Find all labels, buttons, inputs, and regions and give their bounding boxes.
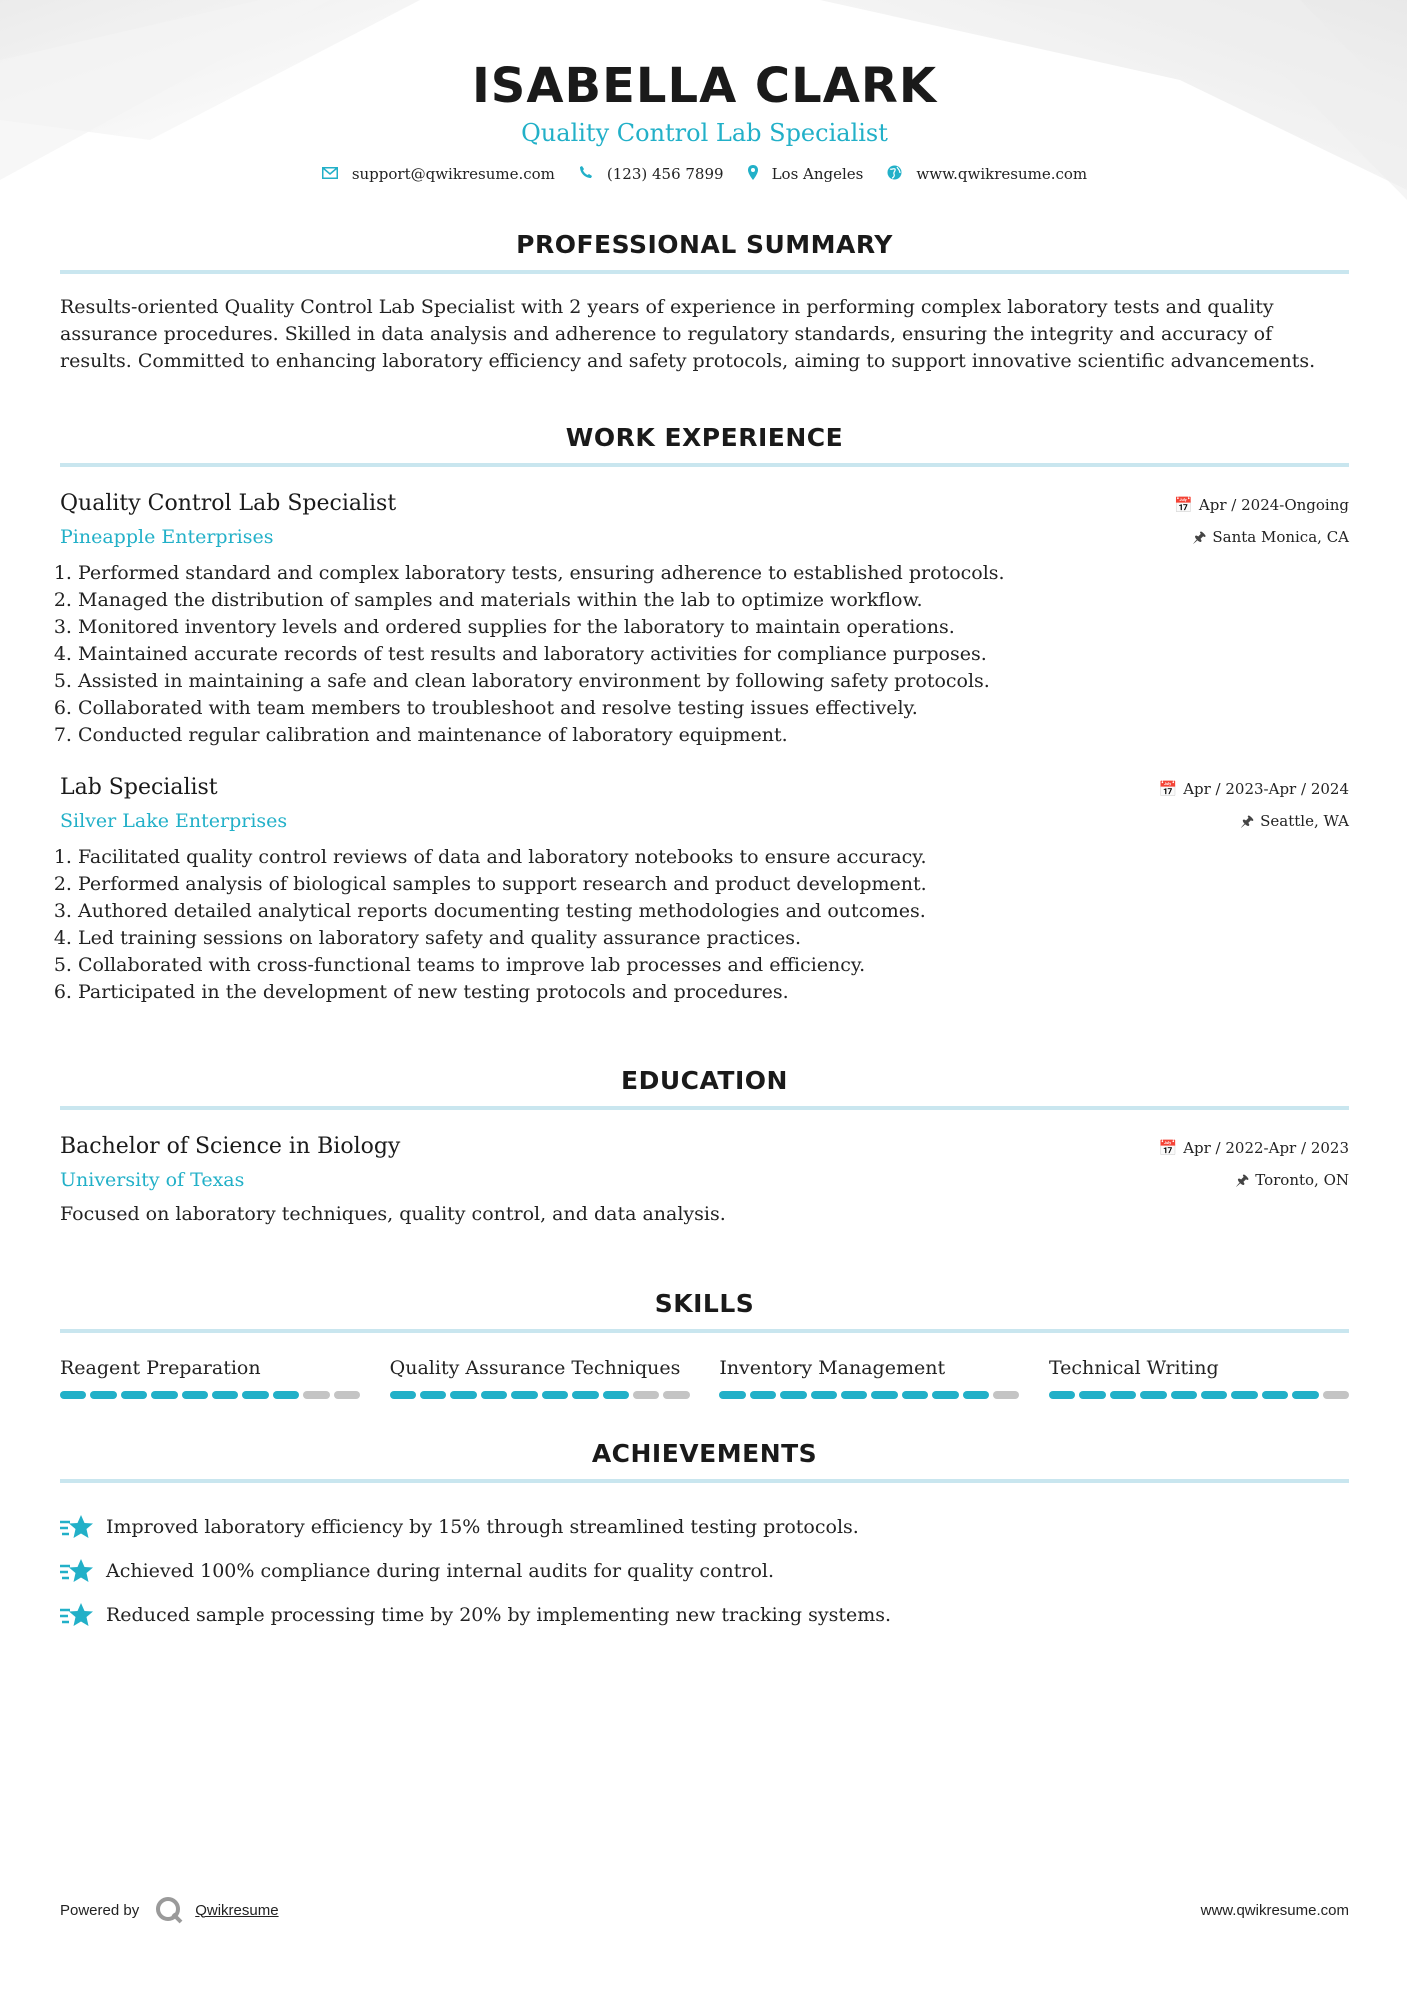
skill-segment-filled bbox=[871, 1391, 897, 1399]
skill-segment-filled bbox=[1171, 1391, 1197, 1399]
skills-section bbox=[60, 1289, 1349, 1399]
star-icon bbox=[60, 1512, 94, 1542]
list-item: 6. Collaborated with team members to troubleshoot and resolve testing issues effectively. bbox=[78, 695, 1349, 722]
summary-section bbox=[60, 230, 1349, 375]
star-icon bbox=[60, 1600, 94, 1630]
skill-segment-filled bbox=[242, 1391, 268, 1399]
contact-bar bbox=[60, 165, 1349, 184]
skill-segment-filled bbox=[1231, 1391, 1257, 1399]
skill-segment-empty bbox=[993, 1391, 1019, 1399]
skill-level-bar bbox=[1049, 1391, 1349, 1399]
skill-segment-empty bbox=[1323, 1391, 1349, 1399]
skill-item bbox=[719, 1357, 1019, 1399]
achievement-item bbox=[60, 1549, 1349, 1593]
phone-icon bbox=[579, 165, 593, 183]
skill-segment-filled bbox=[1079, 1391, 1105, 1399]
school: University of Texas bbox=[60, 1168, 245, 1191]
list-item: 5. Assisted in maintaining a safe and clean laboratory environment by following safety protocols. bbox=[78, 668, 1349, 695]
section-divider bbox=[60, 1329, 1349, 1333]
skill-segment-filled bbox=[1049, 1391, 1075, 1399]
phone-text: (123) 456 7899 bbox=[606, 165, 724, 184]
skill-segment-filled bbox=[1110, 1391, 1136, 1399]
skill-segment-empty bbox=[334, 1391, 360, 1399]
education-meta bbox=[1159, 1138, 1350, 1190]
skills-heading: SKILLS bbox=[654, 1288, 755, 1318]
job-location bbox=[1174, 527, 1349, 547]
skill-segment-filled bbox=[603, 1391, 629, 1399]
list-item: 2. Managed the distribution of samples and materials within the lab to optimize workflow. bbox=[78, 587, 1349, 614]
skills-list bbox=[60, 1357, 1349, 1399]
experience-section bbox=[60, 423, 1349, 1006]
pushpin-icon: 🖈 bbox=[1235, 1170, 1250, 1189]
education-dates-text: Apr / 2022-Apr / 2023 bbox=[1183, 1138, 1349, 1157]
skill-segment-filled bbox=[542, 1391, 568, 1399]
skill-segment-filled bbox=[780, 1391, 806, 1399]
footer-website-link[interactable]: www.qwikresume.com bbox=[1200, 1901, 1349, 1919]
envelope-icon bbox=[322, 165, 338, 183]
star-icon bbox=[60, 1556, 94, 1586]
degree: Bachelor of Science in Biology bbox=[60, 1133, 401, 1159]
page-footer bbox=[60, 1896, 1349, 1924]
calendar-icon: 📅 bbox=[1158, 779, 1178, 798]
email-text: support@qwikresume.com bbox=[351, 165, 555, 184]
section-divider bbox=[60, 1479, 1349, 1483]
contact-website[interactable] bbox=[887, 165, 1087, 184]
powered-by bbox=[60, 1896, 279, 1924]
list-item: 5. Collaborated with cross-functional teams to improve lab processes and efficiency. bbox=[78, 952, 1349, 979]
achievements-section bbox=[60, 1439, 1349, 1637]
map-pin-icon bbox=[748, 165, 758, 184]
skill-segment-filled bbox=[963, 1391, 989, 1399]
education-location-text: Toronto, ON bbox=[1255, 1170, 1349, 1189]
job-title: Lab Specialist bbox=[60, 774, 218, 800]
calendar-icon: 📅 bbox=[1174, 495, 1193, 514]
job-location-text: Seattle, WA bbox=[1260, 811, 1349, 830]
website-text: www.qwikresume.com bbox=[916, 165, 1088, 184]
job-duties-list bbox=[60, 844, 1349, 1006]
achievement-item bbox=[60, 1505, 1349, 1549]
education-dates bbox=[1159, 1138, 1350, 1158]
skill-segment-filled bbox=[1262, 1391, 1288, 1399]
globe-icon bbox=[887, 165, 902, 184]
list-item: 4. Maintained accurate records of test results and laboratory activities for compliance purposes. bbox=[78, 641, 1349, 668]
skill-segment-filled bbox=[1140, 1391, 1166, 1399]
skill-segment-filled bbox=[932, 1391, 958, 1399]
job-title: Quality Control Lab Specialist bbox=[60, 490, 397, 516]
skill-segment-filled bbox=[1201, 1391, 1227, 1399]
skill-segment-filled bbox=[841, 1391, 867, 1399]
list-item: 4. Led training sessions on laboratory safety and quality assurance practices. bbox=[78, 925, 1349, 952]
skill-segment-filled bbox=[182, 1391, 208, 1399]
candidate-title: Quality Control Lab Specialist bbox=[521, 118, 888, 147]
skill-segment-empty bbox=[303, 1391, 329, 1399]
achievement-text: Achieved 100% compliance during internal audits for quality control. bbox=[106, 1559, 775, 1582]
job-meta bbox=[1159, 779, 1350, 831]
location-text: Los Angeles bbox=[771, 165, 864, 184]
skill-name: Quality Assurance Techniques bbox=[389, 1356, 681, 1379]
job-entry bbox=[60, 775, 1349, 1006]
calendar-icon: 📅 bbox=[1158, 1138, 1178, 1157]
job-dates bbox=[1159, 779, 1350, 799]
skill-segment-filled bbox=[273, 1391, 299, 1399]
brand-link[interactable]: Qwikresume bbox=[195, 1901, 279, 1919]
education-section bbox=[60, 1066, 1349, 1225]
education-entry bbox=[60, 1134, 1349, 1225]
education-description: Focused on laboratory techniques, quality control, and data analysis. bbox=[60, 1202, 726, 1225]
skill-segment-filled bbox=[719, 1391, 745, 1399]
achievement-text: Improved laboratory efficiency by 15% through streamlined testing protocols. bbox=[106, 1515, 859, 1538]
skill-segment-filled bbox=[90, 1391, 116, 1399]
skill-segment-empty bbox=[633, 1391, 659, 1399]
pushpin-icon: 🖈 bbox=[1192, 527, 1207, 546]
skill-name: Reagent Preparation bbox=[60, 1356, 261, 1379]
job-dates-text: Apr / 2023-Apr / 2024 bbox=[1183, 779, 1349, 798]
skill-segment-filled bbox=[811, 1391, 837, 1399]
education-heading: EDUCATION bbox=[621, 1065, 788, 1095]
pushpin-icon: 🖈 bbox=[1240, 811, 1255, 830]
skill-item bbox=[390, 1357, 690, 1399]
candidate-name: ISABELLA CLARK bbox=[471, 58, 938, 114]
skill-segment-filled bbox=[572, 1391, 598, 1399]
job-duties-list bbox=[60, 560, 1349, 749]
job-company: Silver Lake Enterprises bbox=[60, 809, 288, 832]
skill-segment-filled bbox=[212, 1391, 238, 1399]
summary-heading: PROFESSIONAL SUMMARY bbox=[516, 229, 893, 259]
job-dates-text: Apr / 2024-Ongoing bbox=[1198, 495, 1349, 514]
job-entry bbox=[60, 491, 1349, 749]
skill-segment-filled bbox=[1292, 1391, 1318, 1399]
achievements-heading: ACHIEVEMENTS bbox=[591, 1438, 818, 1468]
summary-text: Results-oriented Quality Control Lab Specialist with 2 years of experience in performing complex laboratory tests and quality assurance procedures. Skilled in data analysis and adherence to regulatory standards, ensuring the integrity and accuracy of results. Committed to enhancing laboratory efficiency and safety protocols, aiming to support innovative scientific advancements. bbox=[60, 295, 1316, 372]
education-location bbox=[1159, 1170, 1350, 1190]
skill-segment-filled bbox=[390, 1391, 416, 1399]
skill-segment-empty bbox=[663, 1391, 689, 1399]
resume-page bbox=[60, 0, 1349, 1637]
job-location-text: Santa Monica, CA bbox=[1212, 527, 1349, 546]
experience-heading: WORK EXPERIENCE bbox=[565, 422, 844, 452]
skill-item bbox=[1049, 1357, 1349, 1399]
skill-segment-filled bbox=[481, 1391, 507, 1399]
list-item: 1. Facilitated quality control reviews of data and laboratory notebooks to ensure accuracy. bbox=[78, 844, 1349, 871]
list-item: 1. Performed standard and complex laboratory tests, ensuring adherence to established protocols. bbox=[78, 560, 1349, 587]
list-item: 3. Authored detailed analytical reports documenting testing methodologies and outcomes. bbox=[78, 898, 1349, 925]
contact-location bbox=[748, 165, 864, 184]
skill-segment-filled bbox=[511, 1391, 537, 1399]
job-location bbox=[1159, 811, 1350, 831]
section-divider bbox=[60, 270, 1349, 274]
skill-segment-filled bbox=[60, 1391, 86, 1399]
list-item: 2. Performed analysis of biological samples to support research and product development. bbox=[78, 871, 1349, 898]
skill-level-bar bbox=[390, 1391, 690, 1399]
skill-segment-filled bbox=[750, 1391, 776, 1399]
job-company: Pineapple Enterprises bbox=[60, 525, 274, 548]
job-meta bbox=[1174, 495, 1349, 547]
list-item: 6. Participated in the development of new testing protocols and procedures. bbox=[78, 979, 1349, 1006]
powered-by-label: Powered by bbox=[60, 1901, 140, 1919]
skill-name: Inventory Management bbox=[719, 1356, 946, 1379]
skill-level-bar bbox=[60, 1391, 360, 1399]
qwikresume-logo-icon bbox=[155, 1896, 183, 1924]
achievements-list bbox=[60, 1505, 1349, 1637]
skill-level-bar bbox=[719, 1391, 1019, 1399]
skill-segment-filled bbox=[450, 1391, 476, 1399]
section-divider bbox=[60, 463, 1349, 467]
achievement-text: Reduced sample processing time by 20% by implementing new tracking systems. bbox=[106, 1603, 892, 1626]
job-dates bbox=[1174, 495, 1349, 515]
section-divider bbox=[60, 1106, 1349, 1110]
contact-phone[interactable] bbox=[579, 165, 724, 183]
achievement-item bbox=[60, 1593, 1349, 1637]
list-item: 7. Conducted regular calibration and maintenance of laboratory equipment. bbox=[78, 722, 1349, 749]
skill-segment-filled bbox=[151, 1391, 177, 1399]
skill-name: Technical Writing bbox=[1048, 1356, 1219, 1379]
list-item: 3. Monitored inventory levels and ordered supplies for the laboratory to maintain operations. bbox=[78, 614, 1349, 641]
contact-email[interactable] bbox=[322, 165, 555, 183]
skill-segment-filled bbox=[121, 1391, 147, 1399]
resume-header bbox=[60, 0, 1349, 184]
skill-segment-filled bbox=[420, 1391, 446, 1399]
skill-item bbox=[60, 1357, 360, 1399]
skill-segment-filled bbox=[902, 1391, 928, 1399]
